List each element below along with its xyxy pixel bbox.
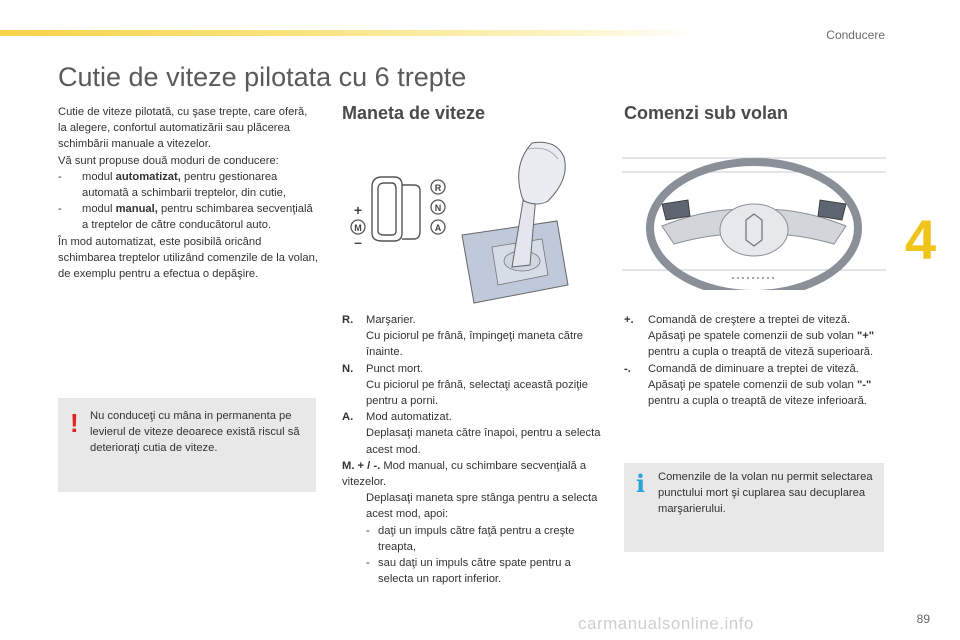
- list-item: +. Comandă de creştere a treptei de viteză.: [624, 314, 851, 326]
- list-item: - daţi un impuls către faţă pentru a creşte treapta,: [366, 524, 575, 553]
- wheel-hub: [720, 204, 788, 256]
- watermark: carmanualsonline.info: [578, 614, 754, 633]
- dash-bullet: -: [58, 170, 62, 183]
- gate-label-a: A: [434, 223, 442, 233]
- gear-heading: Maneta de viteze: [342, 103, 486, 123]
- steering-wheel-illustration: [622, 150, 886, 290]
- page-number: 89: [916, 612, 930, 626]
- list-item: Deplasaţi maneta spre stânga pentru a selecta acest mod, apoi:: [366, 492, 598, 521]
- list-item: -. Comandă de diminuare a treptei de viteză.: [624, 362, 859, 375]
- warning-text: Nu conduceţi cu mâna in permanenta pe levierul de viteze deoarece există riscul să deterioraţi cutia de viteze.: [90, 410, 300, 454]
- section-name: Conducere: [826, 28, 885, 42]
- list-item: Cu piciorul pe frână, selectaţi această poziţie pentru a porni.: [366, 378, 589, 408]
- list-item: A. Mod automatizat.: [342, 411, 452, 424]
- list-item: Cu piciorul pe frână, împingeţi maneta către înainte.: [366, 330, 584, 359]
- list-item: - modul manual, pentru schimbarea secvenţială a treptelor de către conducătorul auto.: [58, 203, 313, 232]
- info-box: [624, 463, 884, 552]
- mode-name: automatizat,: [115, 170, 181, 183]
- list-item: N. Punct mort.: [342, 362, 424, 375]
- gate-label-m: M: [354, 223, 362, 233]
- warning-icon: !: [70, 408, 79, 438]
- wheel-heading: Comenzi sub volan: [624, 103, 789, 123]
- gear-gate-diagram: [372, 177, 420, 241]
- list-item: Deplasaţi maneta către înapoi, pentru a selecta acest mod.: [366, 427, 601, 456]
- dash-bullet: -: [366, 557, 370, 570]
- mode-name: manual,: [115, 203, 158, 216]
- chapter-number: 4: [905, 208, 937, 271]
- list-item: Apăsaţi pe spatele comenzii de sub volan "-" pentru a cupla o treaptă de viteze inferioară.: [648, 378, 872, 408]
- intro-text: [58, 104, 318, 282]
- header-accent-bar: [0, 30, 700, 36]
- gate-label-minus: –: [354, 234, 362, 250]
- warning-box: [58, 398, 316, 492]
- info-icon: i: [636, 469, 646, 498]
- intro-paragraph: În mod automatizat, este posibilă oricând schimbarea treptelor utilizând comenzile de la volan, de exemplu pentru a efectua o depăşire.: [58, 235, 318, 281]
- paddle-shifter-left: [662, 200, 690, 220]
- gate-label-r: R: [434, 183, 442, 193]
- gear-position-list: [342, 312, 606, 587]
- gate-label-plus: +: [353, 202, 363, 218]
- list-item: M. + / -. Mod manual, cu schimbare secvenţială a vitezelor.: [342, 459, 587, 489]
- gear-lever-illustration: [342, 135, 594, 315]
- list-item: - sau daţi un impuls către spate pentru a selecta un raport inferior.: [366, 557, 571, 586]
- intro-paragraph: Cutie de viteze pilotată, cu şase trepte, care oferă, la alegere, confortul automatizării sau plăcerea schimbării manuale a vitezelor.: [58, 106, 308, 151]
- list-item: - modul automatizat, pentru gestionarea automată a schimbarii treptelor, din cutie,: [58, 170, 286, 200]
- list-item: R. Marşarier.: [342, 314, 416, 326]
- list-item: Apăsaţi pe spatele comenzii de sub volan "+" pentru a cupla o treaptă de viteză superioară.: [648, 330, 875, 359]
- wheel-controls-list: [624, 312, 888, 409]
- info-text: Comenzile de la volan nu permit selectarea punctului mort şi cuplarea sau decuplarea marşarierului.: [658, 471, 873, 515]
- page-title: Cutie de viteze pilotata cu 6 trepte: [58, 62, 467, 92]
- dash-bullet: -: [58, 203, 62, 216]
- intro-paragraph: Vă sunt propuse două moduri de conducere:: [58, 154, 279, 167]
- dash-bullet: -: [366, 524, 370, 537]
- gate-label-n: N: [434, 203, 442, 213]
- paddle-shifter-right: [818, 200, 846, 220]
